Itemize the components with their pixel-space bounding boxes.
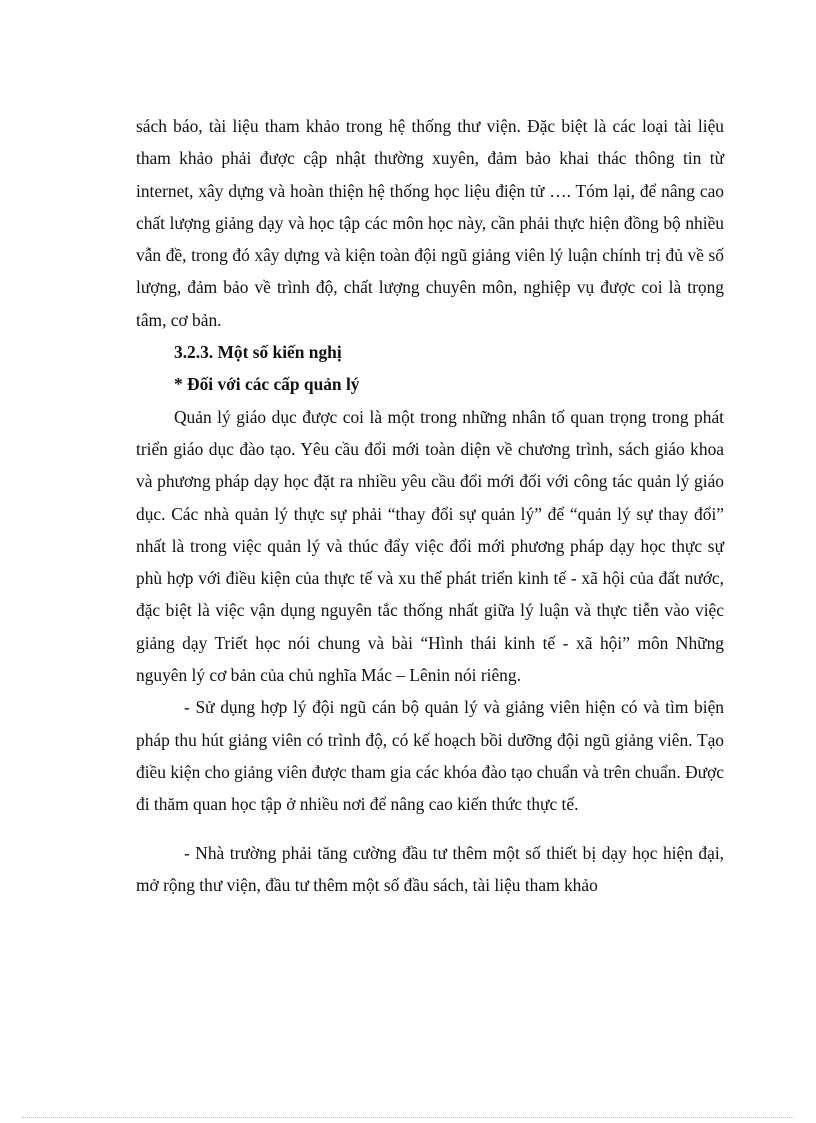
section-heading: 3.2.3. Một số kiến nghị — [174, 342, 342, 363]
document-body — [136, 110, 724, 901]
bullet-staff: - Sử dụng hợp lý đội ngũ cán bộ quản lý và giảng viên hiện có và tìm biện pháp thu hút giảng viên có trình độ, có kế hoạch bồi dưỡng đội ngũ giảng viên. Tạo điều kiện cho giảng viên được tham gia các khóa đào tạo chuẩn và trên chuẩn. Được đi thăm quan học tập ở nhiều nơi để nâng cao kiến thức thực tế. — [136, 697, 724, 815]
paragraph-continuation: sách báo, tài liệu tham khảo trong hệ thống thư viện. Đặc biệt là các loại tài liệu tham khảo phải được cập nhật thường xuyên, đảm bảo khai thác thông tin từ internet, xây dựng và hoàn thiện hệ thống học liệu điện tử …. Tóm lại, để nâng cao chất lượng giảng dạy và học tập các môn học này, cần phải thực hiện đồng bộ nhiều vẫn đề, trong đó xây dựng và kiện toàn đội ngũ giảng viên lý luận chính trị đủ về số lượng, đảm bảo về trình độ, chất lượng chuyên môn, nghiệp vụ được coi là trọng tâm, cơ bản. — [136, 116, 724, 330]
bullet-equipment: - Nhà trường phải tăng cường đầu tư thêm một số thiết bị dạy học hiện đại, mở rộng thư viện, đầu tư thêm một số đầu sách, tài liệu tham khảo — [136, 842, 724, 895]
page-bottom-edge — [22, 1117, 794, 1118]
paragraph-management: Quản lý giáo dục được coi là một trong những nhân tố quan trọng trong phát triển giáo dục đào tạo. Yêu cầu đổi mới toàn diện về chương trình, sách giáo khoa và phương pháp dạy học đặt ra nhiều yêu cầu đổi mới đối với công tác quản lý giáo dục. Các nhà quản lý thực sự phải “thay đổi sự quản lý” để “quản lý sự thay đổi” nhất là trong việc quản lý và thúc đẩy việc đổi mới phương pháp dạy học thực sự phù hợp với điều kiện của thực tế và xu thế phát triển kinh tế - xã hội của đất nước, đặc biệt là việc vận dụng nguyên tắc thống nhất giữa lý luận và thực tiễn vào việc giảng dạy Triết học nói chung và bài “Hình thái kinh tế - xã hội” môn Những nguyên lý cơ bản của chủ nghĩa Mác – Lênin nói riêng. — [136, 406, 724, 686]
subsection-heading: * Đối với các cấp quản lý — [174, 374, 360, 395]
